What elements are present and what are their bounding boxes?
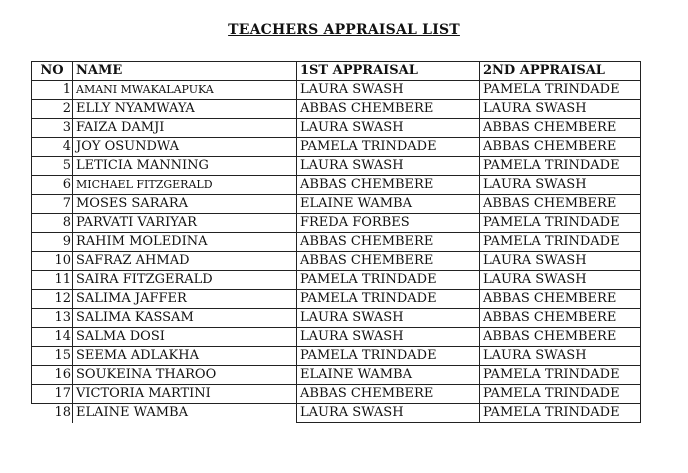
first-appraiser: ABBAS CHEMBERE bbox=[297, 252, 480, 271]
table-row bbox=[32, 404, 641, 423]
table-row bbox=[32, 138, 641, 157]
row-number: 4 bbox=[32, 138, 73, 157]
first-appraiser: ELAINE WAMBA bbox=[297, 366, 480, 385]
table-row bbox=[32, 119, 641, 138]
row-number: 12 bbox=[32, 290, 73, 309]
row-number: 14 bbox=[32, 328, 73, 347]
row-number: 1 bbox=[32, 81, 73, 100]
row-number: 2 bbox=[32, 100, 73, 119]
teacher-name: SEEMA ADLAKHA bbox=[73, 347, 297, 366]
teacher-name: JOY OSUNDWA bbox=[73, 138, 297, 157]
second-appraiser: ABBAS CHEMBERE bbox=[480, 290, 641, 309]
page-title: TEACHERS APPRAISAL LIST bbox=[228, 22, 460, 38]
teacher-name: ELAINE WAMBA bbox=[73, 404, 297, 423]
row-number: 9 bbox=[32, 233, 73, 252]
second-appraiser: ABBAS CHEMBERE bbox=[480, 309, 641, 328]
table-row bbox=[32, 252, 641, 271]
first-appraiser: ABBAS CHEMBERE bbox=[297, 176, 480, 195]
teacher-name: VICTORIA MARTINI bbox=[73, 385, 297, 404]
first-appraiser: PAMELA TRINDADE bbox=[297, 290, 480, 309]
teacher-name: SALMA DOSI bbox=[73, 328, 297, 347]
teacher-name: AMANI MWAKALAPUKA bbox=[73, 81, 297, 100]
header-no: NO bbox=[32, 62, 73, 81]
row-number: 6 bbox=[32, 176, 73, 195]
row-number: 7 bbox=[32, 195, 73, 214]
second-appraiser: ABBAS CHEMBERE bbox=[480, 328, 641, 347]
row-number: 15 bbox=[32, 347, 73, 366]
teacher-name: LETICIA MANNING bbox=[73, 157, 297, 176]
header-first-appraisal: 1ST APPRAISAL bbox=[297, 62, 480, 81]
teacher-name: FAIZA DAMJI bbox=[73, 119, 297, 138]
table-row bbox=[32, 309, 641, 328]
row-number: 10 bbox=[32, 252, 73, 271]
second-appraiser: PAMELA TRINDADE bbox=[480, 157, 641, 176]
row-number: 13 bbox=[32, 309, 73, 328]
table-row bbox=[32, 81, 641, 100]
teacher-name: ELLY NYAMWAYA bbox=[73, 100, 297, 119]
row-number: 8 bbox=[32, 214, 73, 233]
teacher-name: SALIMA JAFFER bbox=[73, 290, 297, 309]
first-appraiser: PAMELA TRINDADE bbox=[297, 271, 480, 290]
table-row bbox=[32, 176, 641, 195]
teacher-name: MICHAEL FITZGERALD bbox=[73, 176, 297, 195]
second-appraiser: PAMELA TRINDADE bbox=[480, 81, 641, 100]
first-appraiser: LAURA SWASH bbox=[297, 81, 480, 100]
table-row bbox=[32, 290, 641, 309]
first-appraiser: ABBAS CHEMBERE bbox=[297, 100, 480, 119]
second-appraiser: LAURA SWASH bbox=[480, 176, 641, 195]
first-appraiser: PAMELA TRINDADE bbox=[297, 138, 480, 157]
teacher-name: SOUKEINA THAROO bbox=[73, 366, 297, 385]
first-appraiser: LAURA SWASH bbox=[297, 157, 480, 176]
table-row bbox=[32, 157, 641, 176]
table-row bbox=[32, 366, 641, 385]
table-row bbox=[32, 347, 641, 366]
first-appraiser: LAURA SWASH bbox=[297, 309, 480, 328]
table-header-row bbox=[32, 62, 641, 81]
teacher-name: SALIMA KASSAM bbox=[73, 309, 297, 328]
second-appraiser: LAURA SWASH bbox=[480, 100, 641, 119]
teacher-name: SAFRAZ AHMAD bbox=[73, 252, 297, 271]
first-appraiser: LAURA SWASH bbox=[297, 404, 480, 423]
second-appraiser: PAMELA TRINDADE bbox=[480, 366, 641, 385]
table-row bbox=[32, 195, 641, 214]
table-row bbox=[32, 214, 641, 233]
second-appraiser: PAMELA TRINDADE bbox=[480, 385, 641, 404]
second-appraiser: PAMELA TRINDADE bbox=[480, 214, 641, 233]
second-appraiser: LAURA SWASH bbox=[480, 347, 641, 366]
table-row bbox=[32, 385, 641, 404]
row-number: 3 bbox=[32, 119, 73, 138]
teacher-name: PARVATI VARIYAR bbox=[73, 214, 297, 233]
header-name: NAME bbox=[73, 62, 297, 81]
table-row bbox=[32, 271, 641, 290]
row-number: 18 bbox=[32, 404, 73, 423]
teacher-name: SAIRA FITZGERALD bbox=[73, 271, 297, 290]
first-appraiser: PAMELA TRINDADE bbox=[297, 347, 480, 366]
row-number: 11 bbox=[32, 271, 73, 290]
table-row bbox=[32, 100, 641, 119]
table-row bbox=[32, 233, 641, 252]
table-row bbox=[32, 328, 641, 347]
second-appraiser: PAMELA TRINDADE bbox=[480, 404, 641, 423]
second-appraiser: LAURA SWASH bbox=[480, 252, 641, 271]
second-appraiser: ABBAS CHEMBERE bbox=[480, 119, 641, 138]
first-appraiser: ABBAS CHEMBERE bbox=[297, 233, 480, 252]
first-appraiser: LAURA SWASH bbox=[297, 119, 480, 138]
second-appraiser: ABBAS CHEMBERE bbox=[480, 138, 641, 157]
row-number: 16 bbox=[32, 366, 73, 385]
first-appraiser: LAURA SWASH bbox=[297, 328, 480, 347]
row-number: 17 bbox=[32, 385, 73, 404]
first-appraiser: FREDA FORBES bbox=[297, 214, 480, 233]
teacher-name: MOSES SARARA bbox=[73, 195, 297, 214]
appraisal-table bbox=[31, 61, 641, 423]
header-second-appraisal: 2ND APPRAISAL bbox=[480, 62, 641, 81]
first-appraiser: ELAINE WAMBA bbox=[297, 195, 480, 214]
row-number: 5 bbox=[32, 157, 73, 176]
second-appraiser: PAMELA TRINDADE bbox=[480, 233, 641, 252]
first-appraiser: ABBAS CHEMBERE bbox=[297, 385, 480, 404]
second-appraiser: ABBAS CHEMBERE bbox=[480, 195, 641, 214]
teacher-name: RAHIM MOLEDINA bbox=[73, 233, 297, 252]
second-appraiser: LAURA SWASH bbox=[480, 271, 641, 290]
